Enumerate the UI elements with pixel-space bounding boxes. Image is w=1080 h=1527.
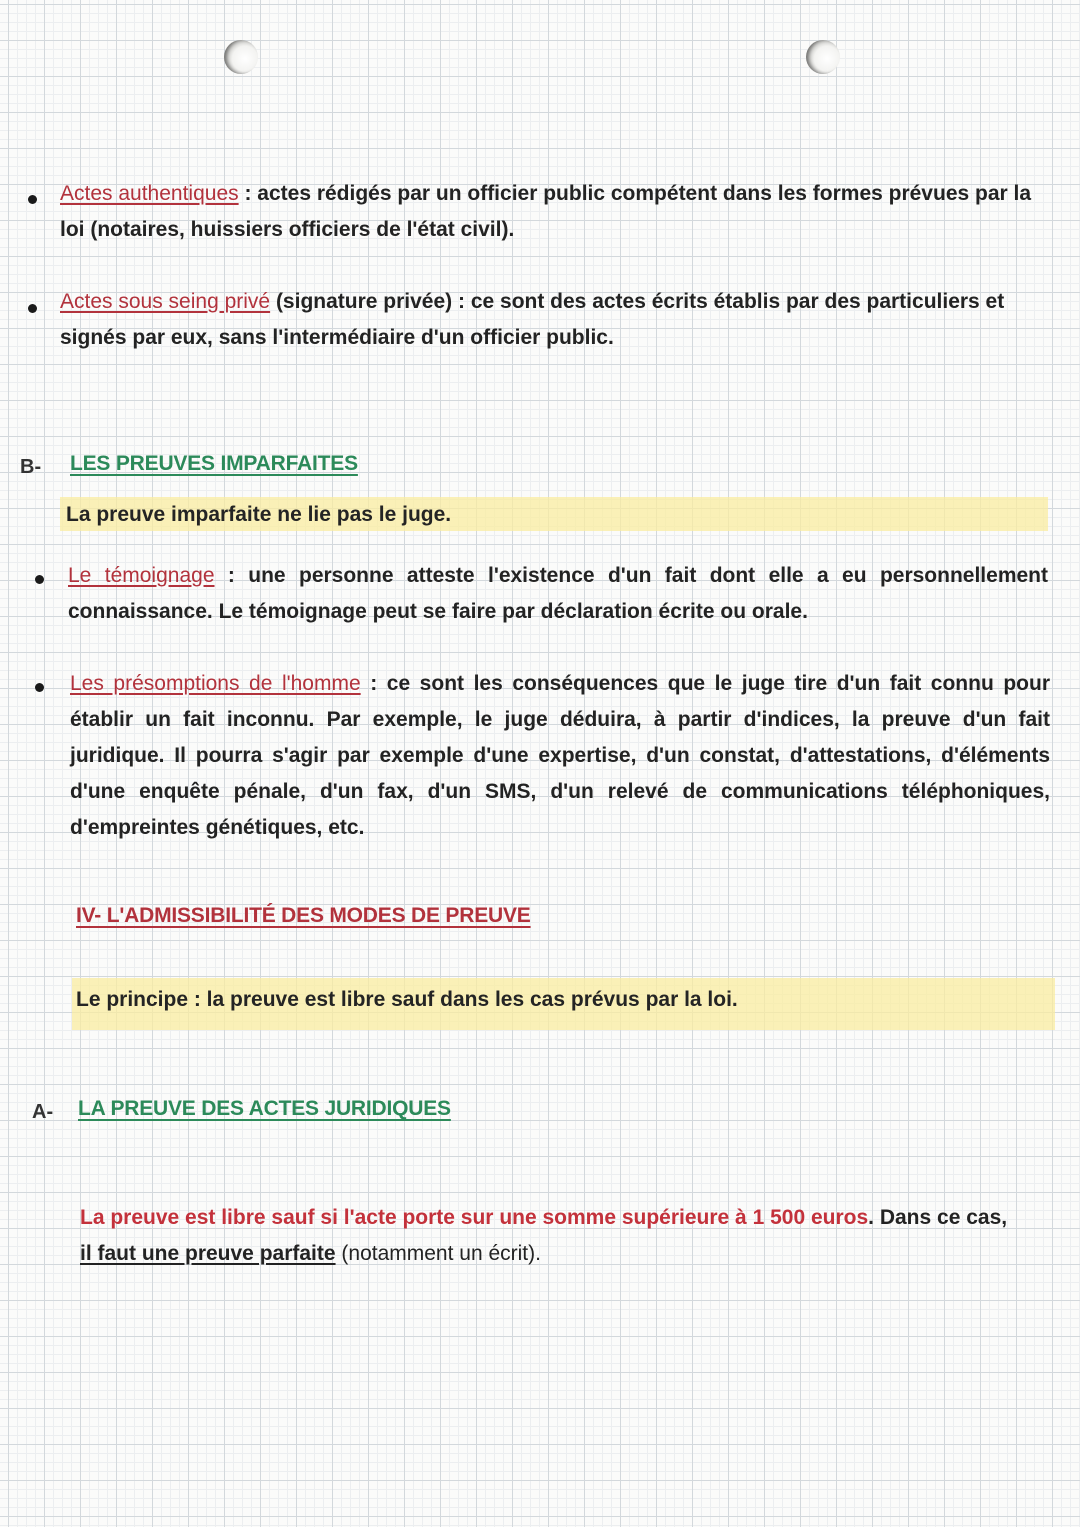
term-actes-authentiques: Actes authentiques	[60, 182, 239, 205]
section-iv-highlight-text: Le principe : la preuve est libre sauf dans les cas prévus par la loi.	[76, 988, 738, 1011]
term-temoignage: Le témoignage	[68, 564, 215, 587]
rule-closing: (notamment un écrit).	[335, 1242, 541, 1265]
bullet	[35, 683, 44, 692]
section-a-prefix: A-	[32, 1101, 54, 1123]
section-a-paragraph	[80, 1200, 1060, 1272]
binder-hole-right	[806, 40, 840, 74]
list-item-temoignage	[68, 558, 1048, 630]
definition-text: (signature privée) : ce sont des actes écrits établis par des particuliers et signés par eux, sans l'intermédiaire d'un officier public.	[60, 290, 1005, 349]
term-actes-sous-seing-prive: Actes sous seing privé	[60, 290, 271, 313]
bullet	[35, 575, 44, 584]
definition-text: : actes rédigés par un officier public compétent dans les formes prévues par la loi (notaires, huissiers officiers de l'état civil).	[60, 182, 1032, 241]
rule-emphasis: il faut une preuve parfaite	[80, 1242, 336, 1265]
list-item-presomptions	[70, 666, 1050, 846]
binder-hole-left	[224, 40, 258, 74]
list-item-actes-sous-seing-prive	[60, 284, 1050, 356]
section-b-highlight-text: La preuve imparfaite ne lie pas le juge.	[66, 503, 452, 526]
section-a-title: LA PREUVE DES ACTES JURIDIQUES	[78, 1097, 451, 1120]
rule-text-continuation: . Dans ce cas,	[868, 1206, 1008, 1229]
bullet	[28, 195, 37, 204]
section-b-title: LES PREUVES IMPARFAITES	[70, 452, 358, 475]
section-iv-title: IV- L'ADMISSIBILITÉ DES MODES DE PREUVE	[76, 904, 531, 927]
list-item-actes-authentiques	[60, 176, 1050, 248]
section-b-prefix: B-	[20, 456, 42, 478]
definition-text: : ce sont les conséquences que le juge tire d'un fait connu pour établir un fait inconnu. Par exemple, le juge déduira, à partir d'indices, la preuve d'un fait juridique. Il pourra s'agir par exemple d'une expertise, d'un constat, d'attestations, d'éléments d'une enquête pénale, d'un fax, d'un SMS, d'un relevé de communications téléphoniques, d'empreintes génétiques, etc.	[70, 672, 1050, 839]
rule-text: La preuve est libre sauf si l'acte porte sur une somme supérieure à 1 500 euros	[80, 1206, 869, 1229]
bullet	[28, 304, 37, 313]
definition-text: : une personne atteste l'existence d'un fait dont elle a eu personnellement connaissance. Le témoignage peut se faire par déclaration écrite ou orale.	[68, 564, 1048, 623]
term-presomptions-de-lhomme: Les présomptions de l'homme	[70, 672, 361, 695]
